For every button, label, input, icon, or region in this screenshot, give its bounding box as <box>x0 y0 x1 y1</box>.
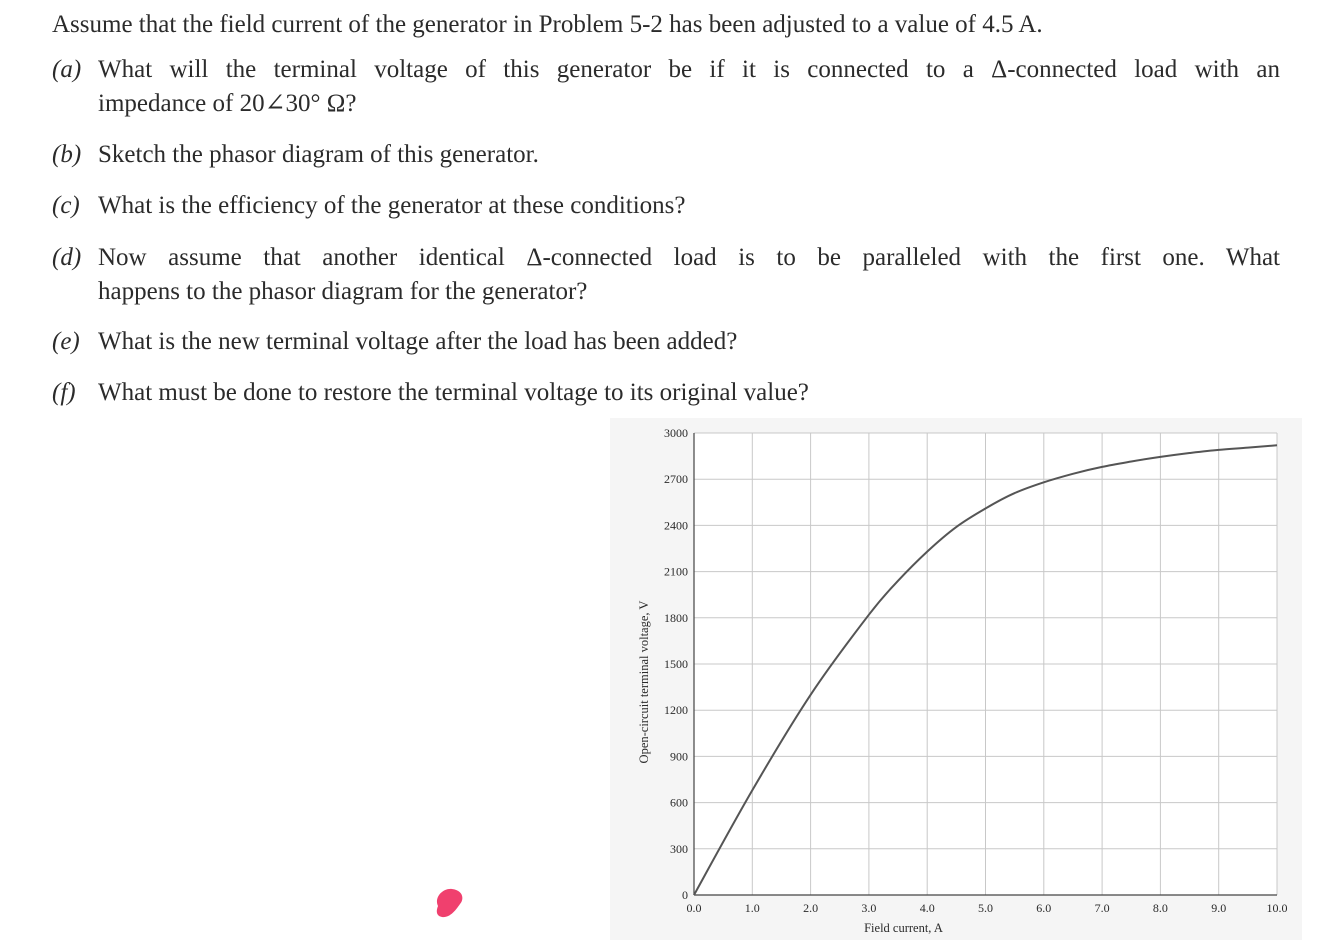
occ-chart <box>610 418 1302 940</box>
y-axis-label: Open-circuit terminal voltage, V <box>637 600 651 764</box>
question-b-label: (b) <box>52 141 82 168</box>
x-tick-label-5: 5.0 <box>978 901 993 915</box>
x-tick-label-4: 4.0 <box>919 901 935 915</box>
question-f <box>52 376 1280 410</box>
x-tick-label-2: 2.0 <box>803 901 819 915</box>
y-tick-label-9: 2700 <box>664 472 688 487</box>
x-tick-label-7: 7.0 <box>1094 901 1110 915</box>
y-tick-label-8: 2400 <box>664 518 688 533</box>
x-tick-label-6: 6.0 <box>1036 901 1052 915</box>
y-tick-label-3: 900 <box>670 749 688 764</box>
y-tick-label-1: 300 <box>670 841 688 856</box>
y-tick-label-5: 1500 <box>664 657 688 671</box>
y-tick-label-2: 600 <box>670 795 688 810</box>
question-d-text-line-1: Now assume that another identical Δ-connected load is to be paralleled with the first one. What <box>98 244 1280 271</box>
pen-mark-icon <box>432 884 466 920</box>
question-f-text: What must be done to restore the terminal voltage to its original value? <box>98 379 809 406</box>
question-c-label: (c) <box>52 192 80 219</box>
x-axis-label: Field current, A <box>864 921 943 935</box>
question-d-text-line-2: happens to the phasor diagram for the generator? <box>98 278 588 305</box>
question-b <box>52 138 1280 172</box>
problem-statement: Assume that the field current of the generator in Problem 5-2 has been adjusted to a value of 4.5 A. <box>52 11 1043 38</box>
x-tick-label-9: 9.0 <box>1211 901 1227 915</box>
question-e-label: (e) <box>52 328 80 355</box>
question-a-text-line-1: What will the terminal voltage of this generator be if it is connected to a Δ-connected load with an <box>98 56 1280 83</box>
y-tick-label-7: 2100 <box>664 564 688 579</box>
y-tick-label-4: 1200 <box>664 703 688 718</box>
question-a <box>52 53 1280 121</box>
question-e <box>52 325 1280 359</box>
x-tick-label-3: 3.0 <box>861 901 877 915</box>
question-b-text: Sketch the phasor diagram of this generator. <box>98 141 539 168</box>
question-d-label: (d) <box>52 244 82 271</box>
question-a-text-line-2: impedance of 20∠30° Ω? <box>98 90 357 117</box>
question-c-text: What is the efficiency of the generator at these conditions? <box>98 192 686 219</box>
occ-chart-svg <box>610 418 1302 940</box>
y-tick-label-10: 3000 <box>664 426 688 440</box>
x-tick-label-10: 10.0 <box>1266 901 1288 915</box>
question-e-text: What is the new terminal voltage after the load has been added? <box>98 328 738 355</box>
question-d <box>52 241 1280 309</box>
x-tick-label-1: 1.0 <box>744 901 760 915</box>
y-tick-label-0: 0 <box>682 888 688 902</box>
x-tick-label-0: 0.0 <box>686 901 702 915</box>
question-f-label: (f) <box>52 379 76 406</box>
question-a-label: (a) <box>52 56 82 83</box>
x-tick-label-8: 8.0 <box>1152 901 1168 915</box>
y-tick-label-6: 1800 <box>664 610 688 625</box>
question-c <box>52 189 1280 223</box>
